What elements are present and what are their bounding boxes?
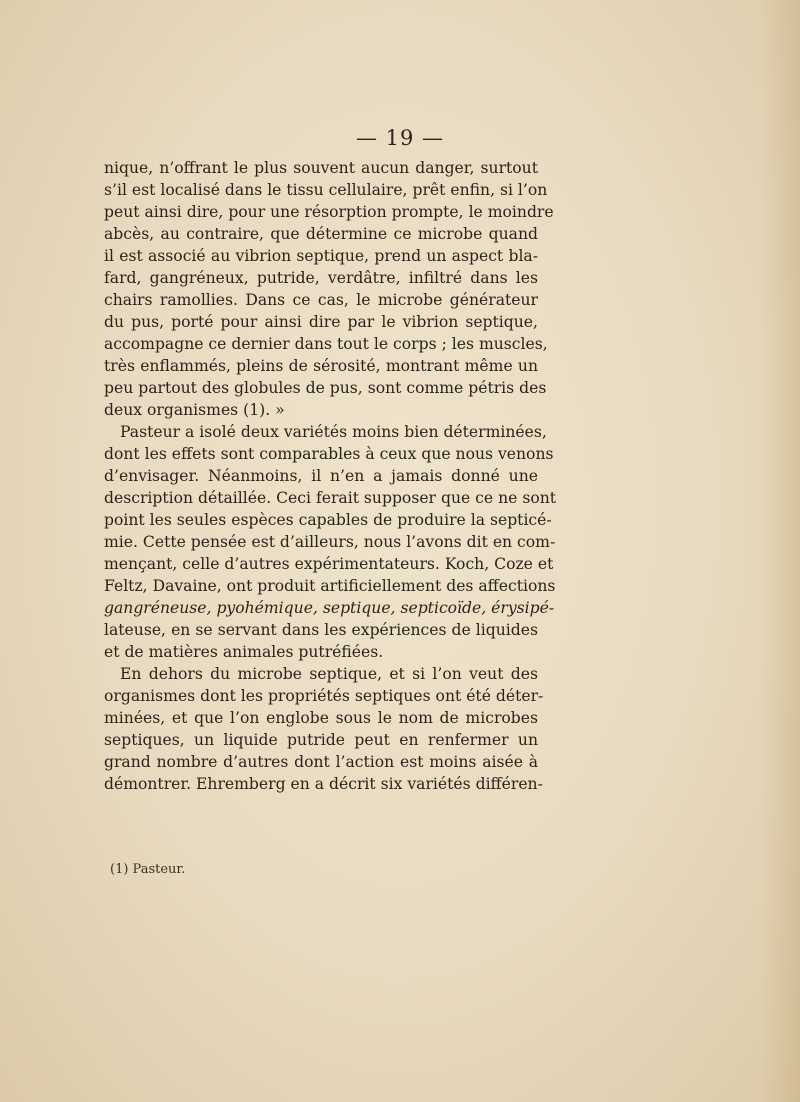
text-line: lateuse, en se servant dans les expériences de liquides — [104, 621, 538, 639]
text-line: minées, et que l’on englobe sous le nom de microbes — [104, 709, 538, 727]
text-line: peu partout des globules de pus, sont comme pétris des — [104, 379, 547, 397]
text-line: et de matières animales putréfiées. — [104, 643, 384, 661]
text-line: Feltz, Davaine, ont produit artificiellement des affections — [104, 577, 556, 595]
text-line: d’envisager. Néanmoins, il n’en a jamais donné une — [104, 467, 538, 485]
text-line: organismes dont les propriétés septiques ont été déter- — [104, 687, 544, 705]
text-line: En dehors du microbe septique, et si l’on veut des — [120, 665, 538, 683]
text-line: nique, n’offrant le plus souvent aucun danger, surtout — [104, 159, 538, 177]
text-line: il est associé au vibrion septique, prend un aspect bla- — [104, 247, 538, 265]
text-line: peut ainsi dire, pour une résorption prompte, le moindre — [104, 203, 554, 221]
text-line: mie. Cette pensée est d’ailleurs, nous l’avons dit en com- — [104, 533, 556, 551]
text-line: chairs ramollies. Dans ce cas, le microbe générateur — [104, 291, 538, 309]
text-line: point les seules espèces capables de produire la septicé- — [104, 511, 552, 529]
text-line: description détaillée. Ceci ferait supposer que ce ne sont — [104, 489, 557, 507]
body-text — [104, 157, 557, 795]
text-line: mençant, celle d’autres expérimentateurs. Koch, Coze et — [104, 555, 554, 573]
text-line: du pus, porté pour ainsi dire par le vibrion septique, — [104, 313, 538, 331]
text-line: gangréneuse, pyohémique, septique, septicoïde, érysipé- — [104, 599, 555, 617]
text-line: septiques, un liquide putride peut en renfermer un — [104, 731, 538, 749]
page-number: — 19 — — [355, 126, 445, 150]
text-line: fard, gangréneux, putride, verdâtre, infiltré dans les — [104, 269, 538, 287]
text-line: dont les effets sont comparables à ceux que nous venons — [104, 445, 554, 463]
text-line: s’il est localisé dans le tissu cellulaire, prêt enfin, si l’on — [104, 181, 548, 199]
text-line: deux organismes (1). » — [104, 401, 285, 419]
footnote: (1) Pasteur. — [110, 862, 186, 877]
text-line: abcès, au contraire, que détermine ce microbe quand — [104, 225, 538, 243]
text-line: très enflammés, pleins de sérosité, montrant même un — [104, 357, 538, 375]
text-line: démontrer. Ehremberg en a décrit six variétés différen- — [104, 775, 543, 793]
text-line: Pasteur a isolé deux variétés moins bien déterminées, — [120, 423, 547, 441]
text-line: grand nombre d’autres dont l’action est moins aisée à — [104, 753, 538, 771]
text-line: accompagne ce dernier dans tout le corps ; les muscles, — [104, 335, 548, 353]
